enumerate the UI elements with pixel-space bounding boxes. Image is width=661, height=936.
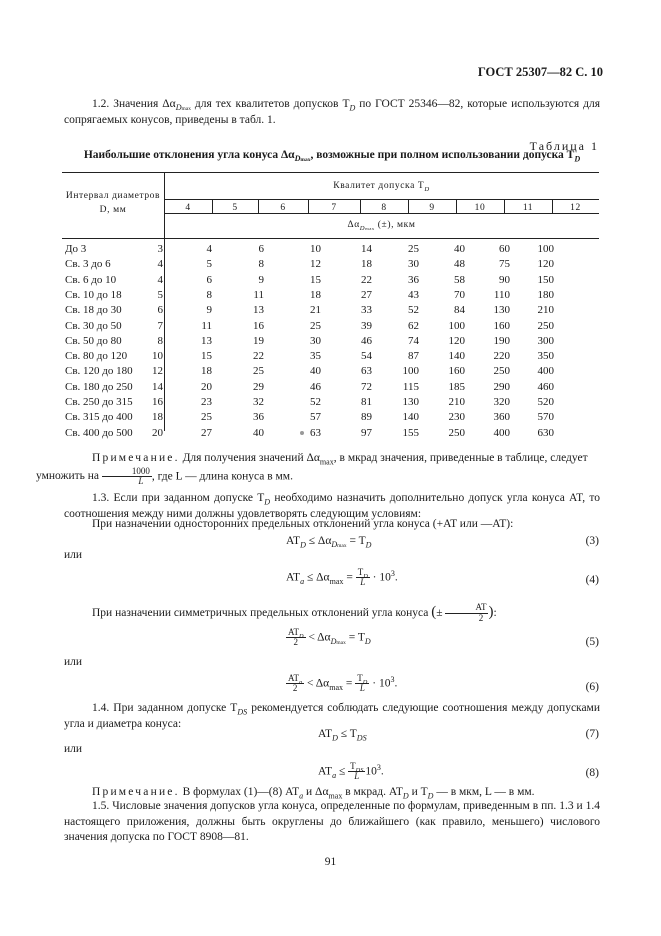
row-interval-label: Св. 180 до 250 (65, 380, 133, 393)
row-value-q7: 10 (310, 243, 321, 255)
row-value-q9: 115 (402, 380, 419, 393)
qualitet-9: 9 (429, 203, 435, 213)
row-value-q4: 16 (152, 396, 163, 408)
row-value-q8: 14 (361, 243, 372, 255)
table-row (62, 395, 599, 410)
row-value-q5: 27 (201, 426, 212, 439)
row-interval-label: Св. 3 до 6 (65, 258, 111, 271)
qualitet-6: 6 (280, 203, 286, 213)
row-value-q8: 81 (361, 396, 372, 408)
row-value-q5: 13 (201, 334, 212, 347)
paragraph-1-3-one-sided: При назначении односторонних предельных отклонений угла конуса (+AT или —AT): (92, 518, 514, 530)
row-value-q7: 18 (310, 288, 321, 301)
row-interval-label: До 3 (65, 243, 87, 255)
row-value-q10: 120 (448, 334, 465, 347)
row-value-q11: 220 (493, 350, 510, 363)
row-value-q4: 20 (152, 426, 163, 439)
row-value-q9: 36 (408, 273, 419, 286)
row-value-q11: 400 (493, 426, 510, 439)
row-value-q9: 62 (408, 319, 419, 332)
table-row (62, 349, 599, 364)
row-value-q5: 11 (201, 319, 212, 332)
paragraph-symmetric: При назначении симметричных предельных отклонений угла конуса (± $\frac{AT}{2}$ ): (92, 602, 497, 623)
row-value-q6: 22 (253, 350, 264, 363)
row-value-q10: 250 (448, 426, 465, 439)
row-value-q10: 58 (454, 273, 465, 286)
row-value-q10: 48 (454, 258, 465, 271)
row-value-q11: 320 (493, 396, 510, 408)
formula-8-number: (8) (585, 767, 599, 779)
row-value-q12: 120 (537, 258, 554, 271)
row-value-q8: 63 (361, 365, 372, 378)
row-value-q6: 32 (253, 396, 264, 408)
formula-3: $AT_D \le \Delta\alpha_{Dmax} = T_D$ (286, 535, 372, 550)
row-value-q12: 210 (537, 304, 554, 317)
table-row (62, 319, 599, 334)
row-interval-label: Св. 10 до 18 (65, 288, 122, 301)
row-value-q8: 89 (361, 411, 372, 424)
row-interval-label: Св. 400 до 500 (65, 426, 133, 439)
row-value-q12: 150 (537, 273, 554, 286)
document-header: ГОСТ 25307—82 С. 10 (477, 65, 603, 79)
row-value-q4: 12 (152, 365, 163, 378)
row-value-q6: 16 (253, 319, 264, 332)
row-value-q7: 25 (310, 319, 321, 332)
row-value-q12: 520 (537, 396, 554, 408)
row-value-q4: 14 (152, 380, 163, 393)
row-value-q11: 160 (493, 319, 510, 332)
row-value-q9: 100 (402, 365, 419, 378)
paragraph-1-5: 1.5. Числовые значения допусков угла конуса, определенные по формулам, приведенным в пп. 1.3 и 1.4 настоящего приложения, должны быть округлены до ближайшего (как правило, меньшего) числового значения допуска по ГОСТ 8908—81. (64, 800, 600, 844)
row-value-q10: 210 (448, 396, 465, 408)
interval-header: Интервал диаметров D, мм (65, 191, 161, 216)
qualitet-4: 4 (185, 203, 191, 213)
paragraph-1-3: 1.3. Если при заданном допуске $T_D$ необходимо назначить дополнительно допуск угла конуса AT, то соотношения между ними должны удовлетворять следующим условиям: (64, 492, 600, 520)
qualitet-10: 10 (474, 203, 486, 213)
row-value-q7: 21 (310, 304, 321, 317)
row-value-q7: 40 (310, 365, 321, 378)
row-value-q11: 250 (493, 365, 510, 378)
row-value-q5: 9 (206, 304, 212, 317)
row-value-q12: 460 (537, 380, 554, 393)
row-value-q11: 130 (493, 304, 510, 317)
row-value-q5: 20 (201, 380, 212, 393)
row-value-q5: 6 (206, 273, 212, 286)
row-value-q9: 25 (408, 243, 419, 255)
table-title: Наибольшие отклонения угла конуса $\Delta\alpha_{Dmax}$, возможные при полном использовании допуска $T_D$ (83, 149, 581, 164)
row-value-q8: 97 (361, 426, 372, 439)
row-value-q6: 40 (253, 426, 264, 439)
formula-7: $AT_D \le T_{DS}$ (318, 728, 367, 743)
table-row (62, 364, 599, 379)
row-value-q12: 300 (537, 334, 554, 347)
row-value-q7: 30 (310, 334, 321, 347)
row-value-q8: 22 (361, 273, 372, 286)
row-value-q4: 8 (157, 334, 163, 347)
or-1: или (64, 549, 83, 561)
row-value-q8: 72 (361, 380, 372, 393)
row-value-q9: 74 (408, 334, 419, 347)
row-value-q5: 8 (206, 288, 212, 301)
row-value-q9: 155 (402, 426, 419, 439)
note-1: Примечание. Для получения значений $\Delta\alpha_{max}$, в мкрад значения, приведенные в таблице, следует умножить на $\frac{1000}{L}$ , где L — длина конуса в мм. (36, 452, 588, 486)
row-value-q6: 9 (258, 273, 264, 286)
row-value-q9: 130 (402, 396, 419, 408)
row-value-q6: 8 (258, 258, 264, 271)
row-interval-label: Св. 50 до 80 (65, 334, 122, 347)
table-row (62, 426, 599, 441)
row-value-q5: 18 (201, 365, 212, 378)
row-value-q9: 87 (408, 350, 419, 363)
row-value-q12: 350 (537, 350, 554, 363)
formula-4-number: (4) (585, 574, 599, 586)
row-value-q10: 140 (448, 350, 465, 363)
row-value-q6: 6 (258, 243, 264, 255)
table-row (62, 410, 599, 425)
table-row (62, 334, 599, 349)
row-value-q4: 4 (157, 273, 163, 286)
formula-5-number: (5) (585, 636, 599, 648)
row-value-q7: 46 (310, 380, 321, 393)
paragraph-1-4: 1.4. При заданном допуске $T_{DS}$ рекомендуется соблюдать следующие соотношения между допусками угла и диаметра конуса: (64, 702, 600, 730)
formula-8: $AT_a$ ≤ $\frac{T_{DS}}{L}$ $10^3$. (318, 761, 384, 782)
row-value-q10: 160 (448, 365, 465, 378)
note-2: Примечание. В формулах (1)—(8) $AT_a$ и $\Delta\alpha_{max}$ в мкрад. $AT_D$ и $T_D$ — в мкм, L — в мм. (92, 786, 535, 801)
row-value-q5: 5 (206, 258, 212, 271)
row-value-q4: 10 (152, 350, 163, 363)
row-value-q11: 60 (499, 243, 510, 255)
formula-3-number: (3) (585, 535, 599, 547)
formula-5: $\frac{AT_D}{2}$ < $\Delta\alpha_{Dmax} = T_D$ (288, 627, 371, 648)
row-value-q7: 63 (310, 426, 321, 439)
formula-7-number: (7) (585, 728, 599, 740)
row-value-q5: 23 (201, 396, 212, 408)
row-value-q6: 36 (253, 411, 264, 424)
row-interval-label: Св. 315 до 400 (65, 411, 133, 424)
row-value-q4: 4 (157, 258, 163, 271)
row-value-q12: 570 (537, 411, 554, 424)
row-interval-label: Св. 120 до 180 (65, 365, 133, 378)
row-value-q5: 25 (201, 411, 212, 424)
table-row (62, 242, 599, 257)
row-value-q4: 3 (157, 243, 163, 255)
paragraph-1-2: 1.2. Значения $\Delta\alpha_{Dmax}$ для тех квалитетов допусков $T_D$ по ГОСТ 25346—82, которые используются для сопрягаемых конусов, приведены в табл. 1. (64, 98, 600, 126)
qualitet-header: Квалитет допуска $T_D$ (333, 181, 430, 193)
table-label: Таблица 1 (529, 139, 599, 153)
row-interval-label: Св. 6 до 10 (65, 273, 117, 286)
row-value-q7: 52 (310, 396, 321, 408)
row-interval-label: Св. 18 до 30 (65, 304, 122, 317)
row-value-q6: 25 (253, 365, 264, 378)
row-value-q10: 70 (454, 288, 465, 301)
row-value-q10: 40 (454, 243, 465, 255)
table-row (62, 273, 599, 288)
table-row (62, 288, 599, 303)
row-value-q12: 180 (537, 288, 554, 301)
row-value-q8: 33 (361, 304, 372, 317)
row-value-q9: 43 (408, 288, 419, 301)
row-value-q11: 75 (499, 258, 510, 271)
formula-6: $\frac{AT_a}{2}$ < $\Delta\alpha_{max}$ = $\frac{T_D}{L}$ · $10^3$. (288, 673, 398, 694)
qualitet-12: 12 (570, 203, 581, 213)
row-value-q6: 19 (253, 334, 264, 347)
row-value-q4: 7 (157, 319, 163, 332)
row-value-q11: 360 (493, 411, 510, 424)
units-header: $\Delta\alpha_{Dmax}$ (±), мкм (347, 220, 416, 232)
row-value-q5: 15 (201, 350, 212, 363)
row-value-q12: 400 (537, 365, 554, 378)
scan-dot (300, 431, 304, 435)
row-value-q7: 35 (310, 350, 321, 363)
row-value-q4: 5 (157, 288, 163, 301)
row-value-q6: 29 (253, 380, 264, 393)
table-row (62, 303, 599, 318)
page-number: 91 (324, 856, 337, 868)
qualitet-11: 11 (522, 203, 534, 213)
row-value-q11: 290 (493, 380, 510, 393)
qualitet-7: 7 (331, 203, 337, 213)
row-value-q8: 39 (361, 319, 372, 332)
row-value-q8: 46 (361, 334, 372, 347)
row-value-q10: 84 (454, 304, 465, 317)
row-value-q8: 54 (361, 350, 372, 363)
row-value-q4: 6 (157, 304, 163, 317)
row-value-q6: 13 (253, 304, 264, 317)
row-value-q11: 190 (493, 334, 510, 347)
or-3: или (64, 743, 83, 755)
or-2: или (64, 656, 83, 668)
row-value-q9: 52 (408, 304, 419, 317)
row-value-q7: 15 (310, 273, 321, 286)
row-value-q12: 100 (537, 243, 554, 255)
qualitet-5: 5 (232, 203, 238, 213)
table-row (62, 380, 599, 395)
table-row (62, 257, 599, 272)
row-interval-label: Св. 80 до 120 (65, 350, 128, 363)
row-value-q11: 110 (493, 288, 510, 301)
row-value-q7: 12 (310, 258, 321, 271)
formula-6-number: (6) (585, 681, 599, 693)
row-value-q8: 27 (361, 288, 372, 301)
row-interval-label: Св. 30 до 50 (65, 319, 122, 332)
row-value-q9: 30 (408, 258, 419, 271)
row-value-q8: 18 (361, 258, 372, 271)
row-value-q7: 57 (310, 411, 321, 424)
row-value-q9: 140 (402, 411, 419, 424)
row-value-q6: 11 (253, 288, 264, 301)
formula-4: $AT_a \le \Delta\alpha_{max}$ = $\frac{T_D}{L}$ · $10^3$. (286, 567, 398, 588)
qualitet-8: 8 (381, 203, 387, 213)
row-interval-label: Св. 250 до 315 (65, 396, 133, 408)
row-value-q4: 18 (152, 411, 163, 424)
row-value-q11: 90 (499, 273, 510, 286)
row-value-q10: 230 (448, 411, 465, 424)
row-value-q10: 100 (448, 319, 465, 332)
row-value-q12: 630 (537, 426, 554, 439)
row-value-q10: 185 (448, 380, 465, 393)
row-value-q12: 250 (537, 319, 554, 332)
row-value-q5: 4 (206, 243, 212, 255)
